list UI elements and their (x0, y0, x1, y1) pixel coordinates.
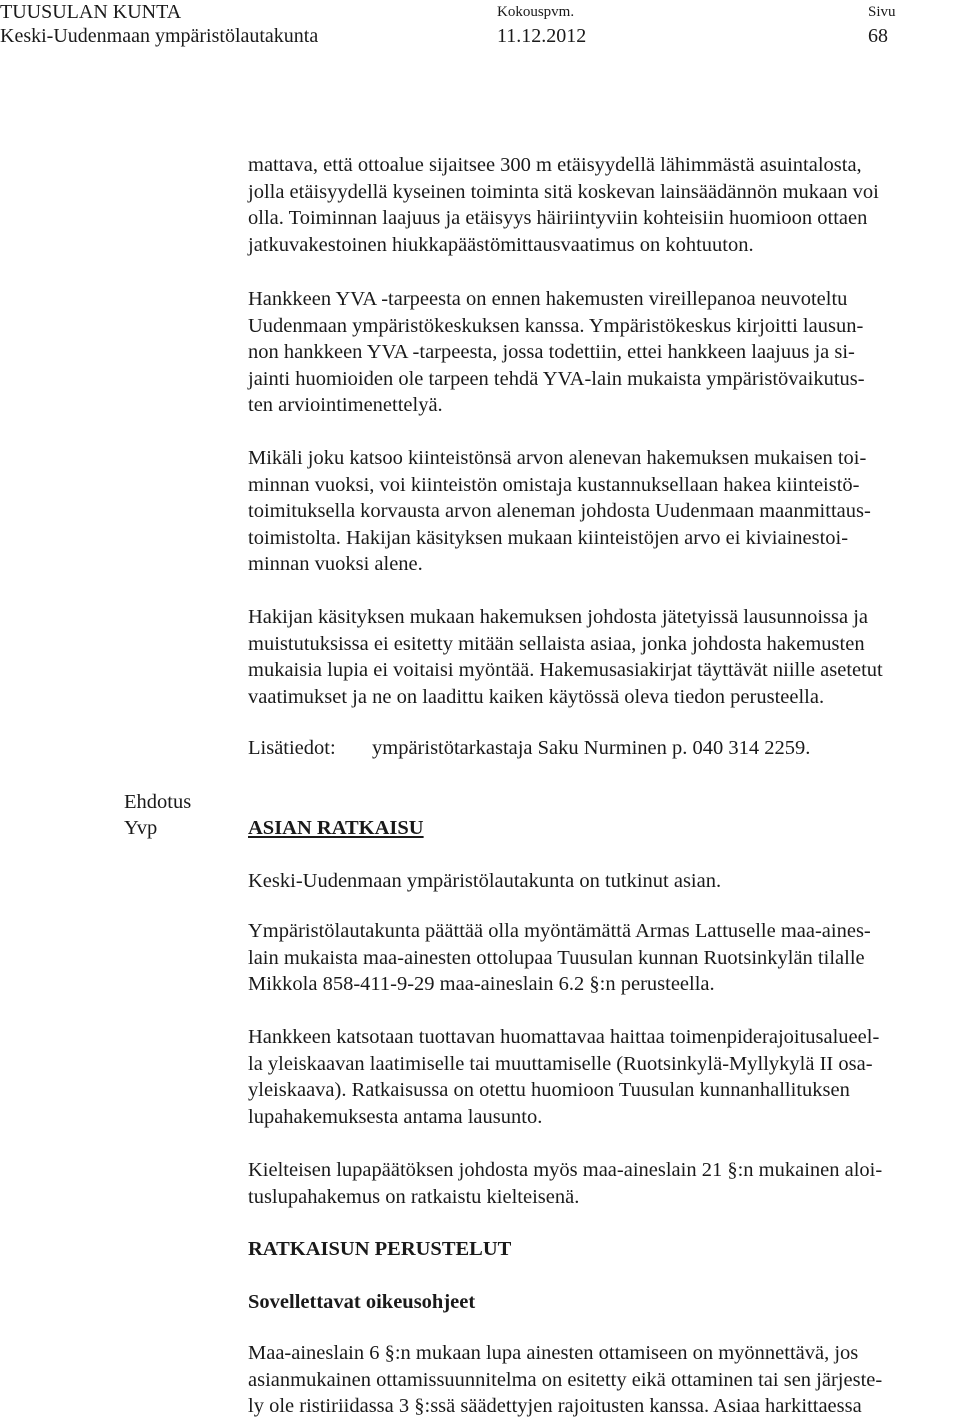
board-name: Keski-Uudenmaan ympäristölautakunta (0, 25, 319, 47)
decision-paragraph-1: Keski-Uudenmaan ympäristölautakunta on tutkinut asian. (248, 870, 722, 892)
body-paragraph-1: mattava, että ottoalue sijaitsee 300 m etäisyydellä lähimmästä asuintalosta, jolla etäisyydellä kyseinen toiminta sitä koskevan lainsäädännön mukaan voi olla. Toiminnan laajuus ja etäisyys häiriintyviin kohteisiin huomioon ottaen jatkuvakestoinen hiukkapäästömittausvaatimus on kohtuuton. (248, 154, 879, 256)
page-number: 68 (868, 25, 888, 47)
decision-paragraph-2: Ympäristölautakunta päättää olla myöntämättä Armas Lattuselle maa-aines- lain mukaista maa-ainesten ottolupaa Tuusulan kunnan Ruotsinkylän tilalle Mikkola 858-411-9-29 maa-aineslain 6.2 §:n perusteella. (248, 920, 871, 995)
body-paragraph-4: Hakijan käsityksen mukaan hakemuksen johdosta jätetyissä lausunnoissa ja muistutuksissa ei esitetty mitään sellaista asiaa, jonka johdosta hakemusten mukaisia lupia ei voitaisi myöntää. Hakemusasiakirjat täyttävät niille asetetut vaatimukset ja ne on laadittu kaiken käytössä oleva tiedon perusteella. (248, 606, 883, 708)
contact-details: ympäristötarkastaja Saku Nurminen p. 040 314 2259. (372, 737, 811, 759)
legal-basis-subheading: Sovellettavat oikeusohjeet (248, 1291, 476, 1313)
reasons-heading: RATKAISUN PERUSTELUT (248, 1238, 512, 1260)
contact-label: Lisätiedot: (248, 737, 336, 759)
meeting-date-label: Kokouspvm. (497, 4, 575, 20)
side-label-proposal: Ehdotus (124, 791, 192, 813)
contact-line (248, 735, 811, 762)
decision-paragraph-3: Hankkeen katsotaan tuottavan huomattavaa haittaa toimenpiderajoitusalueel- la yleiskaavan laatimiselle tai muuttamiselle (Ruotsinkylä-Myllykylä II osa- yleiskaava). Ratkaisussa on otettu huomioon Tuusulan kunnanhallituksen lupahakemuksesta antama lausunto. (248, 1026, 880, 1128)
reasons-paragraph-1: Maa-aineslain 6 §:n mukaan lupa ainesten ottamiseen on myönnettävä, jos asianmukainen ottamissuunnitelma on esitetty eikä ottaminen tai sen järjeste- ly ole ristiriidassa 3 §:ssä säädettyjen rajoitusten kanssa. Asiaa harkittaessa (248, 1342, 883, 1417)
side-label-presenter: Yvp (124, 817, 158, 839)
organization-name: TUUSULAN KUNTA (0, 1, 182, 23)
page-header (0, 0, 960, 48)
meeting-date: 11.12.2012 (497, 25, 587, 47)
body-paragraph-3: Mikäli joku katsoo kiinteistönsä arvon alenevan hakemuksen mukaisen toi- minnan vuoksi, voi kiinteistön omistaja kustannuksellaan hakea kiinteistö- toimituksella korvausta arvon aleneman johdosta Uudenmaan maanmittaus- toimistolta. Hakijan käsityksen mukaan kiinteistöjen arvo ei kiviainestoi- minnan vuoksi alene. (248, 447, 871, 575)
decision-paragraph-4: Kielteisen lupapäätöksen johdosta myös maa-aineslain 21 §:n mukainen aloi- tuslupahakemus on ratkaistu kielteisenä. (248, 1159, 883, 1208)
body-paragraph-2: Hankkeen YVA -tarpeesta on ennen hakemusten vireillepanoa neuvoteltu Uudenmaan ympäristökeskuksen kanssa. Ympäristökeskus kirjoitti lausun- non hankkeen YVA -tarpeesta, jossa todettiin, ettei hankkeen laajuus ja si- jainti huomioiden ole tarpeen tehdä YVA-lain mukaista ympäristövaikutus- ten arviointimenettelyä. (248, 288, 865, 416)
page-number-label: Sivu (868, 4, 896, 20)
decision-heading: ASIAN RATKAISU (248, 817, 424, 839)
